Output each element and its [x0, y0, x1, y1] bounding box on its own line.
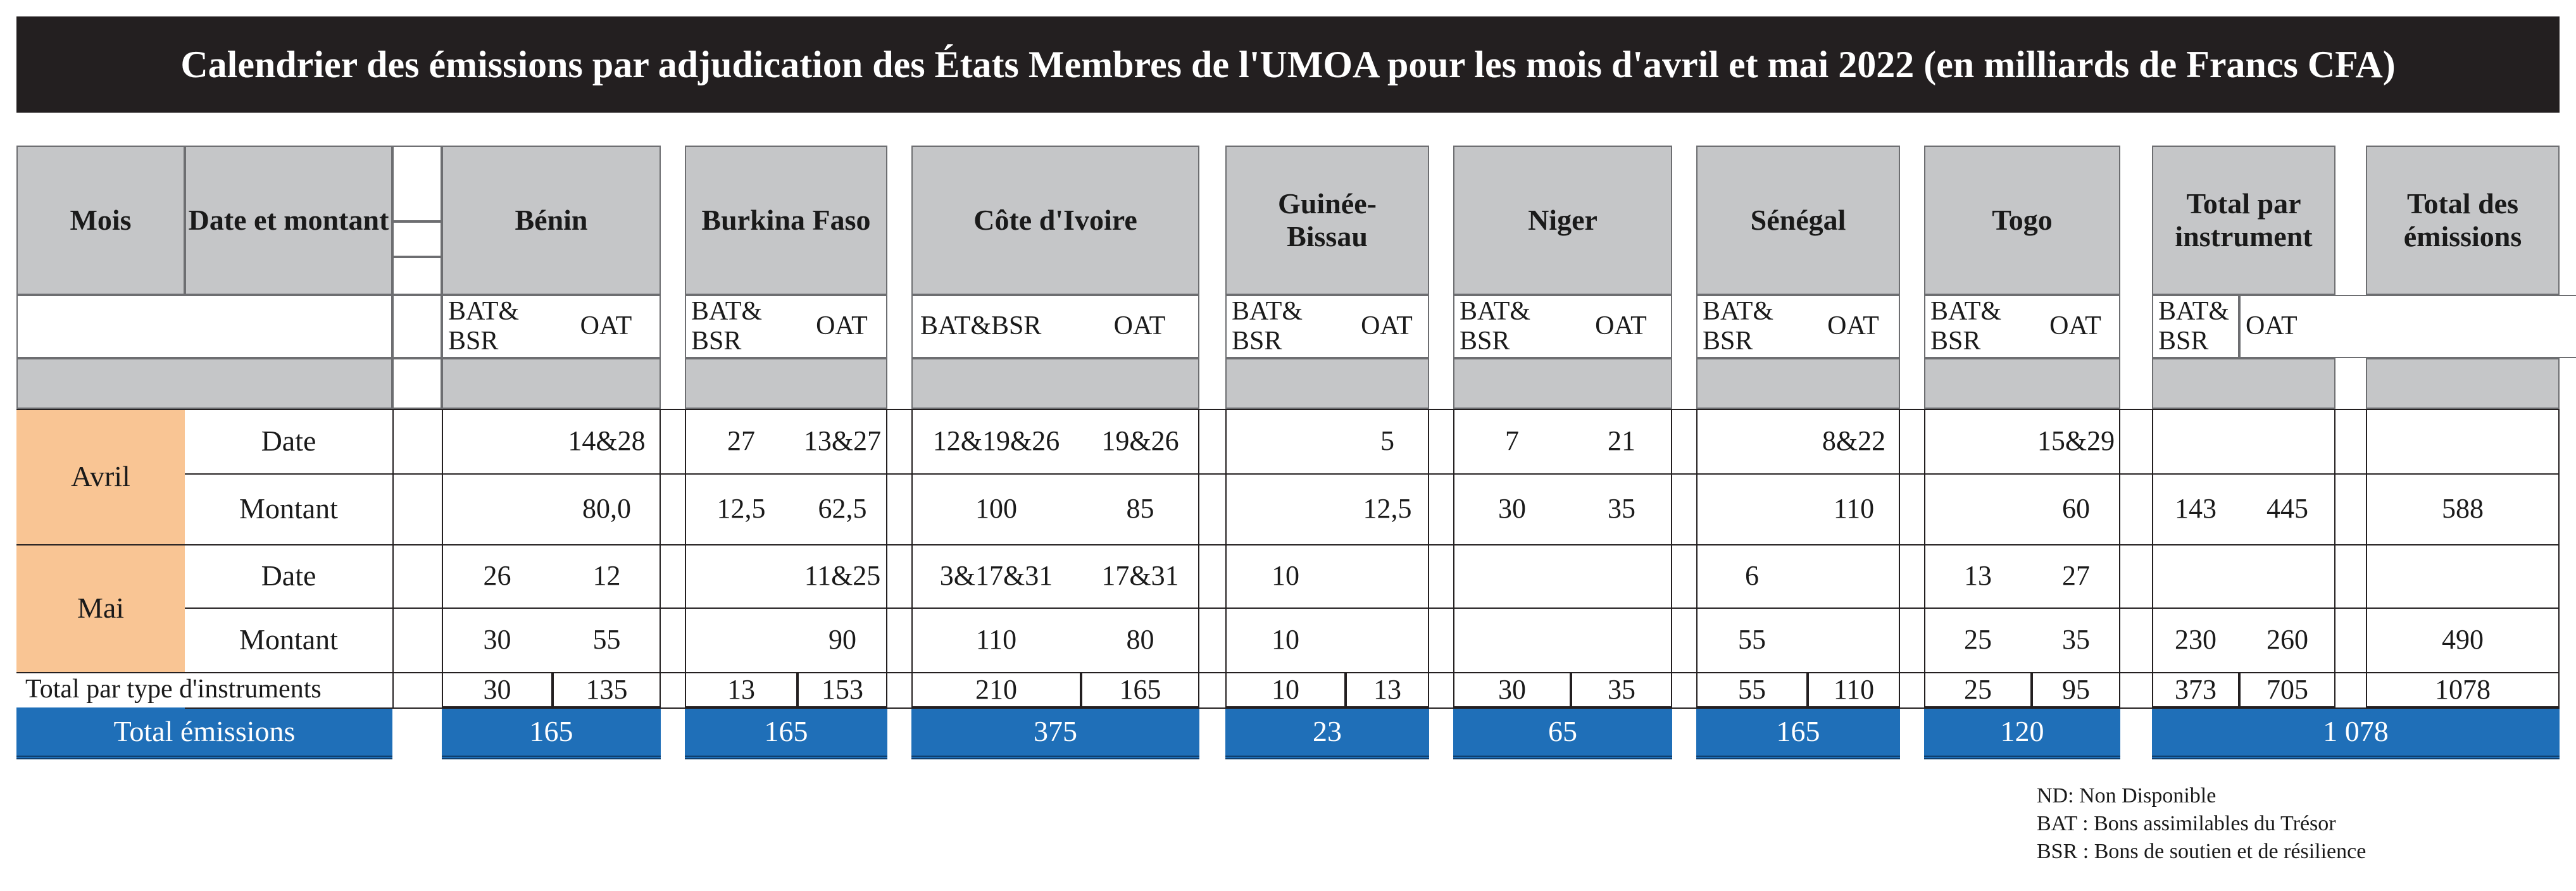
header-total-des-emissions: Total des émissions [2366, 146, 2560, 295]
cell-senegal-bat: 55 [1738, 624, 1766, 656]
header-mois: Mois [16, 146, 185, 295]
spacer-box [392, 221, 442, 257]
col-border [685, 409, 686, 707]
cell-total-instr-bat: 373 [2152, 672, 2239, 707]
cell-guinee-bissau-oat: 5 [1380, 425, 1394, 457]
cell-total-emissions: 1078 [2366, 672, 2560, 707]
spacer-box [392, 257, 442, 295]
gray-band [911, 358, 1199, 409]
cell-niger-bat [1453, 544, 1571, 608]
cell-burkina-faso-oat: 62,5 [818, 493, 867, 525]
cell-total-emissions: 490 [2442, 624, 2484, 656]
cell-cote-divoire-oat: 19&26 [1101, 425, 1179, 457]
label-date: Date [261, 425, 316, 458]
cell-total-instr-oat: 445 [2267, 493, 2308, 525]
total-burkina-faso: 165 [685, 707, 887, 759]
cell-niger-oat: 21 [1608, 425, 1635, 457]
cell-burkina-faso-oat: 11&25 [804, 560, 881, 592]
instrument-oat: OAT [2239, 295, 2576, 358]
col-border [2119, 409, 2120, 707]
header-niger: Niger [1453, 146, 1672, 295]
header-guinee-bissau: Guinée-Bissau [1225, 146, 1429, 295]
gray-band [442, 358, 661, 409]
header-total-par-instrument: Total par instrument [2152, 146, 2335, 295]
month-avril: Avril [16, 409, 185, 544]
cell-total-emissions [2366, 409, 2560, 473]
total-niger: 65 [1453, 707, 1672, 759]
total-cote-divoire: 375 [911, 707, 1199, 759]
cell-guinee-bissau-oat: 13 [1346, 672, 1429, 707]
cell-guinee-bissau-bat: 10 [1272, 560, 1299, 592]
instrument-oat: OAT [797, 295, 887, 358]
col-border [1696, 409, 1698, 707]
cell-senegal-oat [1808, 544, 1900, 608]
instrument-oat: OAT [1346, 295, 1429, 358]
col-border [1198, 409, 1199, 707]
col-border [2366, 409, 2367, 707]
cell-benin-bat [442, 473, 553, 544]
instrument-bat-bsr: BAT& BSR [1225, 295, 1346, 358]
cell-togo-oat: 60 [2062, 493, 2090, 525]
cell-senegal-bat [1696, 473, 1808, 544]
cell-togo-bat: 25 [1924, 672, 2032, 707]
instrument-bat-bsr: BAT& BSR [685, 295, 797, 358]
cell-burkina-faso-bat [685, 608, 797, 672]
cell-burkina-faso-bat [685, 544, 797, 608]
row-rule [16, 544, 185, 545]
cell-togo-bat [1924, 473, 2032, 544]
header-date-montant: Date et montant [185, 146, 392, 295]
cell-total-instr-bat: 230 [2175, 624, 2216, 656]
col-border [660, 409, 661, 707]
col-border [392, 409, 394, 707]
col-border [2152, 409, 2153, 707]
spacer-box [392, 358, 442, 409]
note-bsr: BSR : Bons de soutien et de résilience [2037, 840, 2367, 863]
instrument-oat: OAT [553, 295, 661, 358]
cell-guinee-bissau-oat [1346, 544, 1429, 608]
header-benin: Bénin [442, 146, 661, 295]
cell-togo-oat: 15&29 [2037, 425, 2115, 457]
instrument-bat-bsr: BAT& BSR [2152, 295, 2239, 358]
cell-senegal-oat: 110 [1808, 672, 1900, 707]
cell-togo-oat: 95 [2032, 672, 2120, 707]
cell-niger-oat: 35 [1608, 493, 1635, 525]
cell-total-instr-oat: 705 [2239, 672, 2335, 707]
col-border [886, 409, 887, 707]
gray-band [1225, 358, 1429, 409]
cell-togo-bat: 13 [1964, 560, 1992, 592]
instrument-oat: OAT [1571, 295, 1672, 358]
instrument-oat: OAT [2032, 295, 2120, 358]
page-title: Calendrier des émissions par adjudication des États Membres de l'UMOA pour les mois d'avril et mai 2022 (en milliards de Francs CFA) [180, 43, 2396, 85]
gray-band [685, 358, 887, 409]
row-rule [185, 473, 2560, 475]
cell-burkina-faso-bat: 13 [685, 672, 797, 707]
gray-band [1696, 358, 1900, 409]
cell-senegal-bat: 55 [1696, 672, 1808, 707]
cell-guinee-bissau-oat [1346, 608, 1429, 672]
total-togo: 120 [1924, 707, 2120, 759]
cell-senegal-oat: 110 [1833, 493, 1875, 525]
row-rule [185, 409, 2560, 410]
instrument-bat-bsr: BAT& BSR [1453, 295, 1571, 358]
cell-togo-bat: 25 [1964, 624, 1992, 656]
gray-band [1924, 358, 2120, 409]
cell-benin-oat: 80,0 [582, 493, 631, 525]
cell-cote-divoire-oat: 80 [1126, 624, 1154, 656]
note-bat: BAT : Bons assimilables du Trésor [2037, 812, 2336, 835]
total-benin: 165 [442, 707, 661, 759]
cell-benin-bat [442, 409, 553, 473]
cell-niger-bat: 7 [1505, 425, 1519, 457]
cell-benin-bat: 26 [483, 560, 511, 592]
cell-senegal-oat [1808, 608, 1900, 672]
note-nd: ND: Non Disponible [2037, 784, 2216, 807]
header-cote-divoire: Côte d'Ivoire [911, 146, 1199, 295]
gray-band [2152, 358, 2335, 409]
instrument-bat-bsr: BAT& BSR [1696, 295, 1808, 358]
total-guinee-bissau: 23 [1225, 707, 1429, 759]
header-senegal: Sénégal [1696, 146, 1900, 295]
cell-togo-oat: 27 [2062, 560, 2090, 592]
spacer-box [392, 146, 442, 221]
cell-niger-bat: 30 [1453, 672, 1571, 707]
instrument-oat: OAT [1808, 295, 1900, 358]
col-border [1225, 409, 1227, 707]
col-border [1428, 409, 1429, 707]
total-emissions-all: 1 078 [2152, 707, 2560, 759]
col-border [911, 409, 913, 707]
col-border [2334, 409, 2335, 707]
label-montant: Montant [239, 623, 338, 656]
month-mai: Mai [16, 544, 185, 672]
cell-guinee-bissau-bat [1225, 409, 1346, 473]
label-total-type: Total par type d'instruments [25, 675, 322, 704]
row-rule [185, 544, 2560, 545]
cell-benin-bat: 30 [442, 672, 553, 707]
total-senegal: 165 [1696, 707, 1900, 759]
cell-guinee-bissau-bat [1225, 473, 1346, 544]
cell-guinee-bissau-bat: 10 [1272, 624, 1299, 656]
cell-cote-divoire-bat: 12&19&26 [932, 425, 1060, 457]
header-blank [16, 295, 392, 358]
cell-niger-bat: 30 [1498, 493, 1526, 525]
cell-burkina-faso-oat: 90 [828, 624, 856, 656]
cell-burkina-faso-oat: 153 [797, 672, 887, 707]
col-border [1671, 409, 1672, 707]
col-border [2558, 409, 2560, 707]
cell-cote-divoire-bat: 110 [975, 624, 1017, 656]
gray-band [1453, 358, 1672, 409]
label-date: Date [261, 559, 316, 592]
cell-benin-oat: 55 [592, 624, 621, 656]
cell-senegal-oat: 8&22 [1822, 425, 1886, 457]
col-border [442, 409, 443, 707]
cell-benin-bat: 30 [483, 624, 511, 656]
cell-burkina-faso-bat: 27 [727, 425, 755, 457]
cell-niger-oat [1571, 608, 1672, 672]
cell-cote-divoire-bat: 210 [911, 672, 1081, 707]
cell-total-emissions [2366, 544, 2560, 608]
row-rule [185, 707, 2560, 709]
cell-total-instr-bat [2152, 544, 2239, 608]
row-rule [16, 672, 185, 673]
spacer-box [392, 295, 442, 358]
cell-benin-oat: 14&28 [568, 425, 646, 457]
cell-total-instr-oat [2239, 409, 2335, 473]
cell-togo-bat [1924, 409, 2032, 473]
cell-senegal-bat: 6 [1745, 560, 1759, 592]
cell-cote-divoire-oat: 17&31 [1101, 560, 1179, 592]
label-total-emissions: Total émissions [16, 707, 392, 759]
col-border [1899, 409, 1900, 707]
instrument-bat-bsr: BAT& BSR [442, 295, 553, 358]
header-burkina-faso: Burkina Faso [685, 146, 887, 295]
cell-benin-oat: 135 [553, 672, 661, 707]
cell-niger-bat [1453, 608, 1571, 672]
cell-total-instr-oat: 260 [2267, 624, 2308, 656]
cell-burkina-faso-oat: 13&27 [803, 425, 882, 457]
col-border [1924, 409, 1925, 707]
cell-cote-divoire-bat: 100 [975, 493, 1017, 525]
cell-cote-divoire-bat: 3&17&31 [939, 560, 1053, 592]
header-togo: Togo [1924, 146, 2120, 295]
cell-total-instr-oat [2239, 544, 2335, 608]
cell-cote-divoire-oat: 165 [1081, 672, 1199, 707]
instrument-bat-bsr: BAT& BSR [1924, 295, 2032, 358]
cell-cote-divoire-oat: 85 [1126, 493, 1154, 525]
header-gray-band [16, 358, 392, 409]
cell-togo-oat: 35 [2062, 624, 2090, 656]
row-rule [185, 608, 2560, 609]
cell-benin-oat: 12 [592, 560, 621, 592]
row-rule [185, 672, 2560, 673]
instrument-bat-bsr: BAT&BSR [911, 295, 1081, 358]
cell-burkina-faso-bat: 12,5 [716, 493, 766, 525]
notes [2037, 782, 2366, 866]
cell-guinee-bissau-bat: 10 [1225, 672, 1346, 707]
cell-niger-oat [1571, 544, 1672, 608]
col-border [1453, 409, 1454, 707]
row-rule [16, 409, 185, 410]
cell-guinee-bissau-oat: 12,5 [1363, 493, 1412, 525]
cell-total-instr-bat [2152, 409, 2239, 473]
instrument-oat: OAT [1081, 295, 1199, 358]
cell-senegal-bat [1696, 409, 1808, 473]
cell-niger-oat: 35 [1571, 672, 1672, 707]
cell-total-instr-bat: 143 [2175, 493, 2216, 525]
cell-total-emissions: 588 [2442, 493, 2484, 525]
gray-band [2366, 358, 2560, 409]
label-montant: Montant [239, 492, 338, 525]
